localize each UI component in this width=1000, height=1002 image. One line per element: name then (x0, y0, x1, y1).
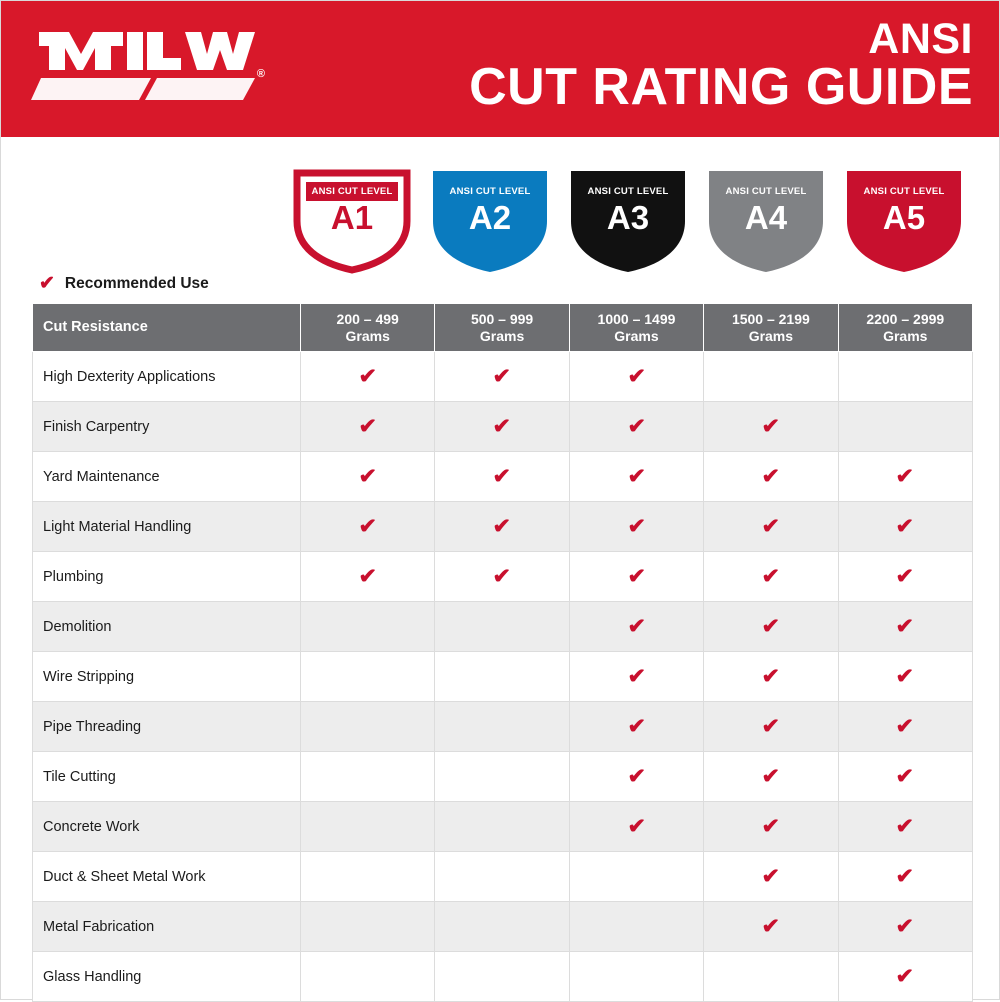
cell-empty (301, 602, 435, 652)
row-label: Glass Handling (33, 952, 301, 1002)
cut-level-shield-row (1, 156, 1000, 268)
column-header-a3 (569, 304, 703, 352)
check-icon: ✔ (358, 515, 377, 538)
cell-checked (569, 502, 703, 552)
cell-checked (704, 602, 838, 652)
cell-checked (704, 652, 838, 702)
column-header-a5 (838, 304, 972, 352)
cell-checked (569, 402, 703, 452)
check-icon: ✔ (761, 615, 781, 638)
table-header (33, 304, 973, 352)
cell-empty (569, 852, 703, 902)
page-title (469, 15, 973, 118)
cell-empty (435, 952, 569, 1002)
check-icon: ✔ (896, 565, 915, 588)
check-icon: ✔ (896, 815, 915, 838)
table-body (33, 352, 973, 1002)
shield-a3-caption: ANSI CUT LEVEL (587, 186, 669, 197)
table-row (33, 452, 973, 502)
cell-checked (704, 702, 838, 752)
check-icon: ✔ (627, 815, 646, 838)
check-icon: ✔ (627, 365, 646, 388)
row-label: Concrete Work (33, 802, 301, 852)
column-header-a1 (301, 304, 435, 352)
cell-checked (838, 652, 972, 702)
cell-empty (301, 852, 435, 902)
cell-checked (838, 852, 972, 902)
check-icon: ✔ (627, 615, 646, 638)
title-line-2: CUT RATING GUIDE (469, 58, 973, 117)
column-header-a5-unit: Grams (883, 327, 928, 344)
check-icon: ✔ (896, 765, 915, 788)
cell-checked (838, 702, 972, 752)
check-icon: ✔ (761, 665, 781, 688)
check-icon: ✔ (358, 415, 377, 438)
column-header-a3-unit: Grams (614, 327, 659, 344)
shield-a4 (707, 169, 825, 274)
cell-checked (435, 502, 569, 552)
row-label: Tile Cutting (33, 752, 301, 802)
cut-rating-table (32, 303, 973, 1002)
table-row (33, 352, 973, 402)
check-icon: ✔ (492, 565, 512, 588)
check-icon: ✔ (627, 665, 646, 688)
cell-checked (569, 752, 703, 802)
shield-a5-level: A5 (882, 199, 926, 236)
shield-a3-level: A3 (606, 199, 650, 236)
registered-trademark-mark: ® (256, 68, 265, 80)
table-row (33, 502, 973, 552)
cell-empty (704, 352, 838, 402)
shield-a5 (845, 169, 963, 274)
table-row (33, 852, 973, 902)
row-label: Wire Stripping (33, 652, 301, 702)
milwaukee-logo (31, 24, 265, 114)
cell-empty (838, 352, 972, 402)
column-header-a1-unit: Grams (345, 327, 390, 344)
row-label: Light Material Handling (33, 502, 301, 552)
check-icon: ✔ (761, 565, 781, 588)
cell-checked (569, 802, 703, 852)
shield-a1 (293, 169, 411, 274)
cell-empty (301, 752, 435, 802)
shield-a1-level: A1 (330, 199, 374, 236)
table-row (33, 402, 973, 452)
cell-checked (704, 802, 838, 852)
cell-checked (704, 902, 838, 952)
cell-checked (435, 452, 569, 502)
cell-checked (704, 402, 838, 452)
table-row (33, 952, 973, 1002)
cell-checked (838, 902, 972, 952)
cell-checked (569, 652, 703, 702)
table-row (33, 902, 973, 952)
legend-label: Recommended Use (64, 274, 209, 292)
check-icon: ✔ (896, 665, 915, 688)
check-icon: ✔ (896, 465, 915, 488)
check-icon: ✔ (627, 565, 646, 588)
cell-checked (435, 552, 569, 602)
cell-checked (569, 352, 703, 402)
page-header (1, 1, 999, 137)
check-icon: ✔ (896, 715, 915, 738)
cell-checked (704, 502, 838, 552)
column-header-a5-range: 2200 – 2999 (866, 311, 945, 328)
cell-checked (838, 452, 972, 502)
shield-a5-caption: ANSI CUT LEVEL (863, 186, 945, 197)
shield-a2-level: A2 (468, 199, 512, 236)
row-label: Pipe Threading (33, 702, 301, 752)
shield-a2-caption: ANSI CUT LEVEL (449, 186, 531, 197)
cell-checked (435, 352, 569, 402)
cell-empty (838, 402, 972, 452)
cell-checked (838, 952, 972, 1002)
table-row (33, 702, 973, 752)
row-label: Plumbing (33, 552, 301, 602)
check-icon: ✔ (761, 715, 781, 738)
cell-checked (301, 502, 435, 552)
row-label: Demolition (33, 602, 301, 652)
cell-empty (435, 902, 569, 952)
column-header-a3-range: 1000 – 1499 (597, 311, 676, 328)
cell-empty (435, 752, 569, 802)
cell-checked (569, 452, 703, 502)
cell-checked (569, 602, 703, 652)
check-icon: ✔ (896, 965, 915, 988)
cell-empty (301, 902, 435, 952)
cell-checked (569, 552, 703, 602)
check-icon: ✔ (761, 515, 781, 538)
cell-checked (301, 452, 435, 502)
check-icon: ✔ (627, 415, 646, 438)
row-label: Yard Maintenance (33, 452, 301, 502)
cell-checked (838, 752, 972, 802)
check-icon: ✔ (627, 465, 646, 488)
check-icon: ✔ (761, 915, 781, 938)
check-icon: ✔ (358, 465, 377, 488)
check-icon: ✔ (896, 915, 915, 938)
cell-empty (301, 802, 435, 852)
check-icon: ✔ (627, 765, 646, 788)
column-header-a4 (704, 304, 838, 352)
check-icon: ✔ (896, 865, 915, 888)
legend-recommended-use (39, 274, 209, 293)
check-icon: ✔ (761, 815, 781, 838)
shield-a4-level: A4 (744, 199, 788, 236)
cell-checked (301, 402, 435, 452)
cell-empty (301, 652, 435, 702)
column-header-a1-range: 200 – 499 (336, 311, 399, 328)
check-icon: ✔ (39, 273, 55, 294)
cell-checked (569, 702, 703, 752)
check-icon: ✔ (358, 365, 377, 388)
check-icon: ✔ (627, 515, 646, 538)
shield-a1-caption: ANSI CUT LEVEL (311, 186, 393, 197)
cell-empty (435, 652, 569, 702)
cell-empty (301, 952, 435, 1002)
row-label: Metal Fabrication (33, 902, 301, 952)
check-icon: ✔ (761, 765, 781, 788)
cell-empty (569, 952, 703, 1002)
table-header-row (33, 304, 973, 352)
cell-empty (435, 802, 569, 852)
table-row (33, 652, 973, 702)
table-row (33, 802, 973, 852)
check-icon: ✔ (492, 415, 512, 438)
title-line-1: ANSI (868, 15, 973, 64)
cell-checked (704, 452, 838, 502)
check-icon: ✔ (358, 565, 377, 588)
check-icon: ✔ (492, 515, 512, 538)
column-header-a2-unit: Grams (479, 327, 525, 344)
cell-checked (301, 352, 435, 402)
row-label: Duct & Sheet Metal Work (33, 852, 301, 902)
check-icon: ✔ (896, 615, 915, 638)
cell-checked (435, 402, 569, 452)
cell-empty (704, 952, 838, 1002)
table-row (33, 602, 973, 652)
cell-checked (838, 502, 972, 552)
cell-empty (569, 902, 703, 952)
cell-checked (838, 802, 972, 852)
cell-empty (435, 702, 569, 752)
column-header-a2 (435, 304, 569, 352)
cell-checked (704, 552, 838, 602)
shield-a4-caption: ANSI CUT LEVEL (725, 186, 807, 197)
check-icon: ✔ (761, 415, 781, 438)
shield-a3 (569, 169, 687, 274)
row-label: High Dexterity Applications (33, 352, 301, 402)
cut-rating-table-wrap (32, 303, 972, 1002)
check-icon: ✔ (492, 465, 512, 488)
check-icon: ✔ (761, 465, 781, 488)
cell-checked (704, 752, 838, 802)
check-icon: ✔ (761, 865, 781, 888)
cell-empty (435, 602, 569, 652)
check-icon: ✔ (896, 515, 915, 538)
cell-checked (301, 552, 435, 602)
shield-a2 (431, 169, 549, 274)
column-header-a4-unit: Grams (748, 327, 794, 344)
column-header-a4-range: 1500 – 2199 (731, 311, 810, 328)
cell-empty (301, 702, 435, 752)
cell-checked (704, 852, 838, 902)
column-header-a2-range: 500 – 999 (470, 311, 534, 328)
column-header-cut-resistance: Cut Resistance (33, 304, 301, 352)
cell-checked (838, 602, 972, 652)
table-row (33, 552, 973, 602)
cell-empty (435, 852, 569, 902)
check-icon: ✔ (492, 365, 512, 388)
check-icon: ✔ (627, 715, 646, 738)
row-label: Finish Carpentry (33, 402, 301, 452)
cell-checked (838, 552, 972, 602)
table-row (33, 752, 973, 802)
